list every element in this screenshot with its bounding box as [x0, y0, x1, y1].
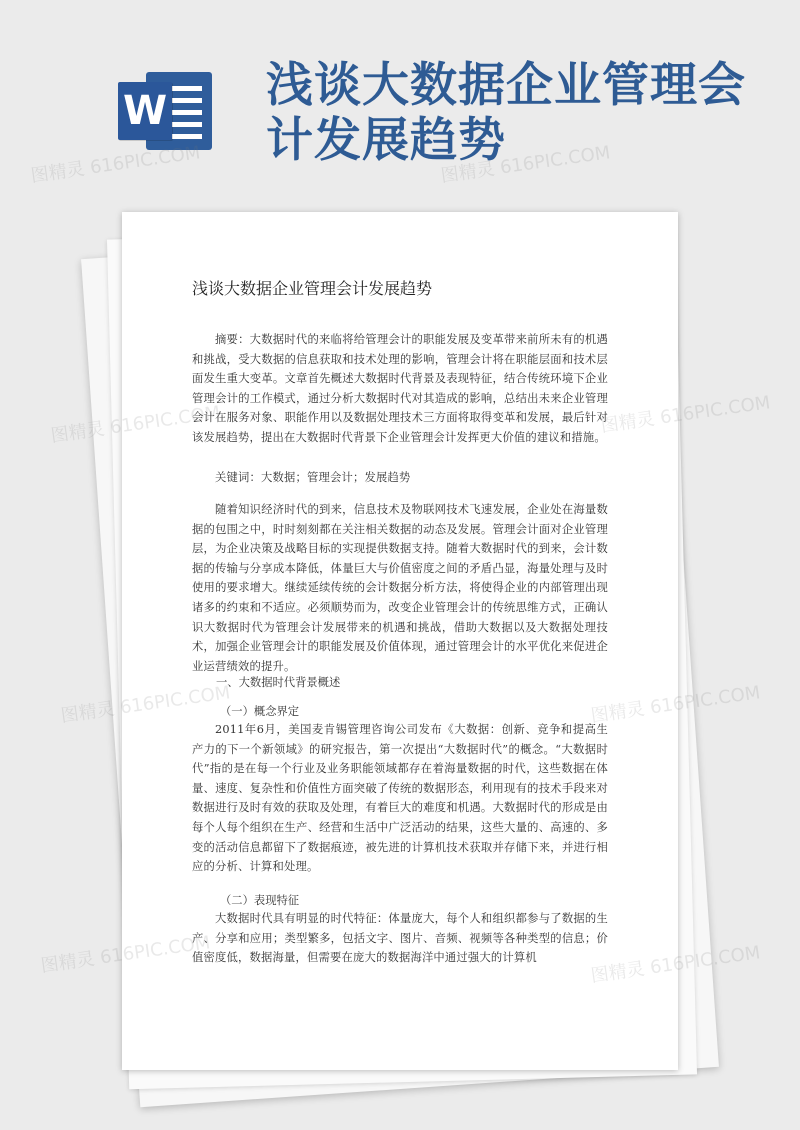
watermark-text: 图精灵: [49, 418, 106, 447]
subsection-heading-2: （二）表现特征: [220, 894, 300, 907]
abstract-paragraph: 摘要：大数据时代的来临将给管理会计的职能发展及变革带来前所未有的机遇和挑战，受大数据的信息获取和技术处理的影响，管理会计将在职能层面和技术层面发生重大变革。文章首先概述大数据时代背景及表现特征，结合传统环境下企业管理会计的工作模式，通过分析大数据时代对其造成的影响，总结出未来企业管理会计在服务对象、职能作用以及数据处理技术三方面将取得变革和发展，最后针对该发展趋势，提出在大数据时代背景下企业管理会计发挥更大价值的建议和措施。: [192, 333, 608, 444]
watermark-text: 图精灵 616PIC.COM: [599, 392, 772, 437]
watermark-text: 图精灵: [59, 698, 116, 727]
features-paragraph: 大数据时代具有明显的时代特征：体量庞大，每个人和组织都参与了数据的生产、分享和应用；类型繁多，包括文字、图片、音频、视频等各种类型的信息；价值密度低，数据海量，但需要在庞大的数据海洋中通过强大的计算机: [192, 912, 608, 965]
watermark-text: 616PIC.COM: [648, 682, 762, 719]
document-page: [122, 212, 678, 1070]
watermark-text: 图精灵: [39, 948, 96, 977]
cover-title: 浅谈大数据企业管理会计发展趋势: [266, 58, 746, 168]
word-doc-icon: [118, 68, 216, 152]
section-heading-1: 一、大数据时代背景概述: [216, 676, 341, 689]
intro-paragraph: 随着知识经济时代的到来，信息技术及物联网技术飞速发展，企业处在海量数据的包围之中，时时刻刻都在关注相关数据的动态及发展。管理会计面对企业管理层，为企业决策及战略目标的实现提供数据支持。随着大数据时代的到来，会计数据的传输与分享成本降低，体量巨大与价值密度之间的矛盾凸显，海量处理与及时使用的要求增大。继续延续传统的会计数据分析方法，将使得企业的内部管理出现诸多的约束和不适应。必须顺势而为，改变企业管理会计的传统思维方式，正确认识大数据时代为管理会计发展带来的机遇和挑战，借助大数据以及大数据处理技术，加强企业管理会计的职能发展及价值体现，通过管理会计的水平优化来促进企业运营绩效的提升。: [192, 503, 608, 673]
subsection-heading-1: （一）概念界定: [220, 705, 300, 718]
keywords-line: 关键词：大数据；管理会计；发展趋势: [215, 471, 411, 484]
word-logo-tile: [118, 82, 172, 140]
watermark-text: 图精灵 616PIC.COM: [29, 142, 202, 187]
concept-paragraph: 2011年6月，美国麦肯锡管理咨询公司发布《大数据：创新、竞争和提高生产力的下一个新领域》的研究报告，第一次提出“大数据时代”的概念。“大数据时代”指的是在每一个行业及业务职能领域都存在着海量数据的时代，这些数据在体量、速度、复杂性和价值性方面突破了传统的数据形态，利用现有的技术手段来对数据进行及时有效的获取及处理，有着巨大的难度和机遇。大数据时代的形成是由每个人每个组织在生产、经营和生活中广泛活动的结果，这些大量的、高速的、多变的活动信息都留下了数据痕迹，被先进的计算机技术获取并存储下来，并进行相应的分析、计算和处理。: [192, 723, 608, 874]
document-heading: 浅谈大数据企业管理会计发展趋势: [192, 279, 433, 298]
word-logo-letter: W: [122, 88, 168, 134]
watermark-text: 图精灵 616PIC.COM: [439, 142, 612, 187]
